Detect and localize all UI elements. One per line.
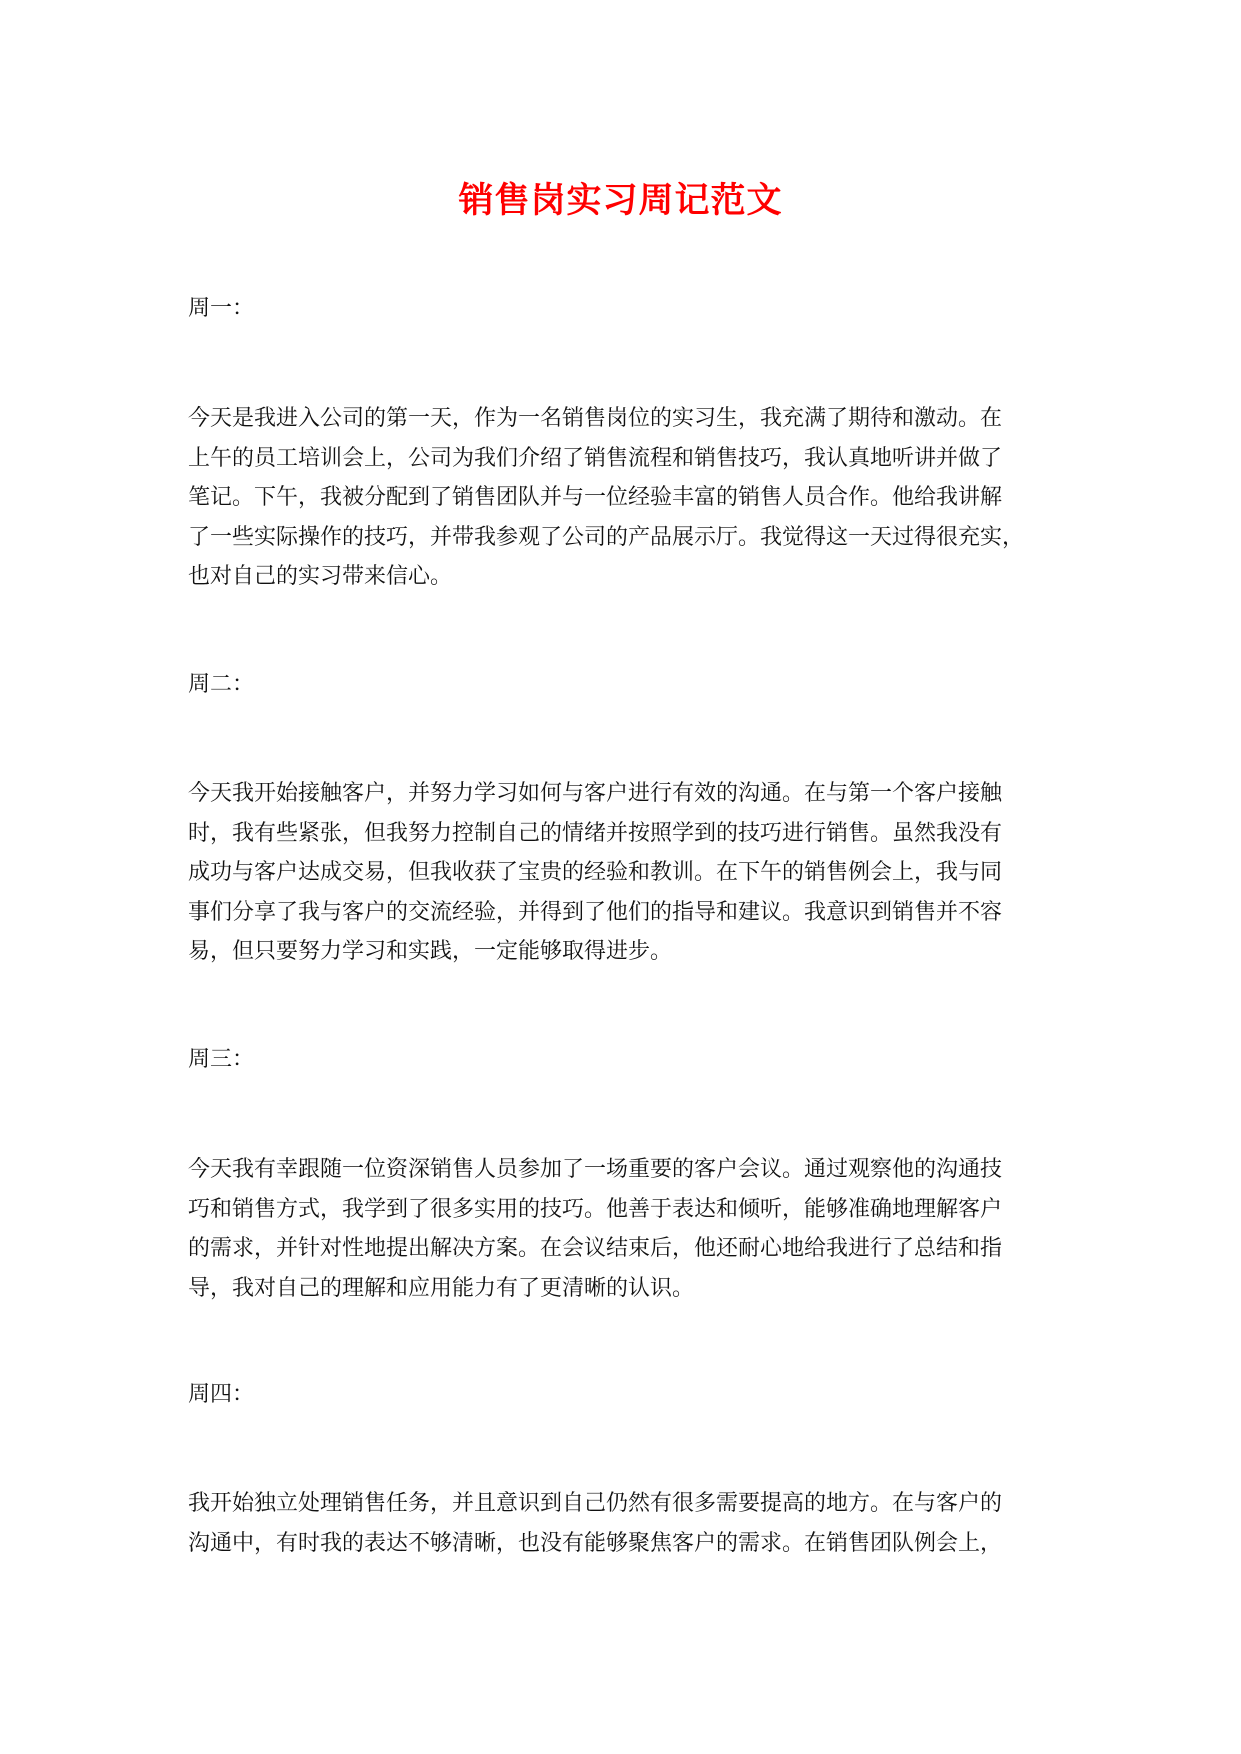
paragraph-line: 也对自己的实习带来信心。 [188,564,453,589]
paragraph-line: 成功与客户达成交易，但我收获了宝贵的经验和教训。在下午的销售例会上，我与同 [188,860,1003,885]
paragraph-line: 巧和销售方式，我学到了很多实用的技巧。他善于表达和倾听，能够准确地理解客户 [188,1196,1003,1222]
section-heading-tuesday: 周二： [188,672,255,697]
paragraph-line: 导，我对自己的理解和应用能力有了更清晰的认识。 [188,1275,695,1301]
paragraph-line: 今天是我进入公司的第一天，作为一名销售岗位的实习生，我充满了期待和激动。在 [188,406,1003,431]
section-paragraph-wednesday [188,1150,1078,1308]
section-paragraph-monday [188,399,1078,597]
paragraph-line: 今天我有幸跟随一位资深销售人员参加了一场重要的客户会议。通过观察他的沟通技 [188,1157,1003,1182]
paragraph-line: 沟通中，有时我的表达不够清晰，也没有能够聚焦客户的需求。在销售团队例会上， [188,1530,1003,1556]
section-heading-wednesday: 周三： [188,1047,255,1072]
section-heading-thursday: 周四： [188,1382,255,1407]
paragraph-line: 的需求，并针对性地提出解决方案。在会议结束后，他还耐心地给我进行了总结和指 [188,1236,1003,1261]
paragraph-line: 笔记。下午，我被分配到了销售团队并与一位经验丰富的销售人员合作。他给我讲解 [188,485,1003,510]
section-paragraph-thursday [188,1484,1078,1563]
paragraph-line: 了一些实际操作的技巧，并带我参观了公司的产品展示厅。我觉得这一天过得很充实， [188,524,1025,550]
paragraph-line: 易，但只要努力学习和实践，一定能够取得进步。 [188,939,673,964]
paragraph-line: 时，我有些紧张，但我努力控制自己的情绪并按照学到的技巧进行销售。虽然我没有 [188,820,1003,846]
section-heading-monday: 周一： [188,296,255,321]
paragraph-line: 我开始独立处理销售任务，并且意识到自己仍然有很多需要提高的地方。在与客户的 [188,1491,1003,1516]
paragraph-line: 今天我开始接触客户，并努力学习如何与客户进行有效的沟通。在与第一个客户接触 [188,781,1003,806]
document-title: 销售岗实习周记范文 [458,181,783,221]
paragraph-line: 事们分享了我与客户的交流经验，并得到了他们的指导和建议。我意识到销售并不容 [188,899,1003,925]
section-paragraph-tuesday [188,774,1078,972]
paragraph-line: 上午的员工培训会上，公司为我们介绍了销售流程和销售技巧，我认真地听讲并做了 [188,445,1003,471]
